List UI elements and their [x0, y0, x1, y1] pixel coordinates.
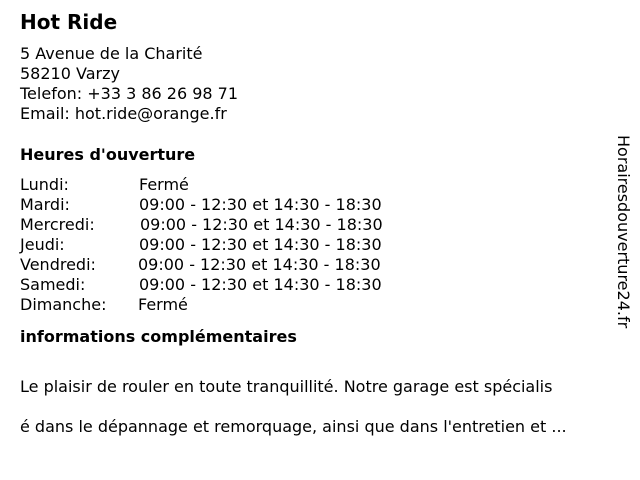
business-card — [20, 8, 610, 457]
day-hours: 09:00 - 12:30 et 14:30 - 18:30 — [139, 275, 382, 294]
business-name: Hot Ride — [20, 10, 118, 34]
hours-heading: Heures d'ouverture — [20, 145, 196, 164]
hours-row — [20, 275, 610, 295]
day-hours: Fermé — [139, 175, 189, 194]
hours-row — [20, 215, 610, 235]
contact-block — [20, 44, 610, 124]
day-hours: 09:00 - 12:30 et 14:30 - 18:30 — [140, 215, 383, 234]
address-city: 58210 Varzy — [20, 64, 120, 83]
day-hours: 09:00 - 12:30 et 14:30 - 18:30 — [138, 255, 381, 274]
email-text: Email: hot.ride@orange.fr — [20, 104, 227, 123]
hours-row — [20, 295, 610, 315]
day-label: Mercredi: — [20, 215, 95, 234]
hours-row — [20, 195, 610, 215]
day-label: Lundi: — [20, 175, 69, 194]
info-heading: informations complémentaires — [20, 327, 297, 346]
day-hours: 09:00 - 12:30 et 14:30 - 18:30 — [139, 235, 382, 254]
description-line: Le plaisir de rouler en toute tranquillité. Notre garage est spécialis — [20, 377, 553, 396]
hours-row — [20, 175, 610, 195]
description-line: é dans le dépannage et remorquage, ainsi que dans l'entretien et ... — [20, 417, 567, 436]
day-label: Samedi: — [20, 275, 86, 294]
day-hours: 09:00 - 12:30 et 14:30 - 18:30 — [139, 195, 382, 214]
address-street: 5 Avenue de la Charité — [20, 44, 203, 63]
hours-row — [20, 255, 610, 275]
day-label: Dimanche: — [20, 295, 107, 314]
phone-text: Telefon: +33 3 86 26 98 71 — [20, 84, 239, 103]
site-watermark: Horairesdouverture24.fr — [614, 135, 633, 329]
hours-table — [20, 175, 610, 315]
day-label: Vendredi: — [20, 255, 96, 274]
hours-row — [20, 235, 610, 255]
day-label: Mardi: — [20, 195, 70, 214]
day-label: Jeudi: — [20, 235, 65, 254]
description-text — [20, 357, 610, 457]
day-hours: Fermé — [138, 295, 188, 314]
